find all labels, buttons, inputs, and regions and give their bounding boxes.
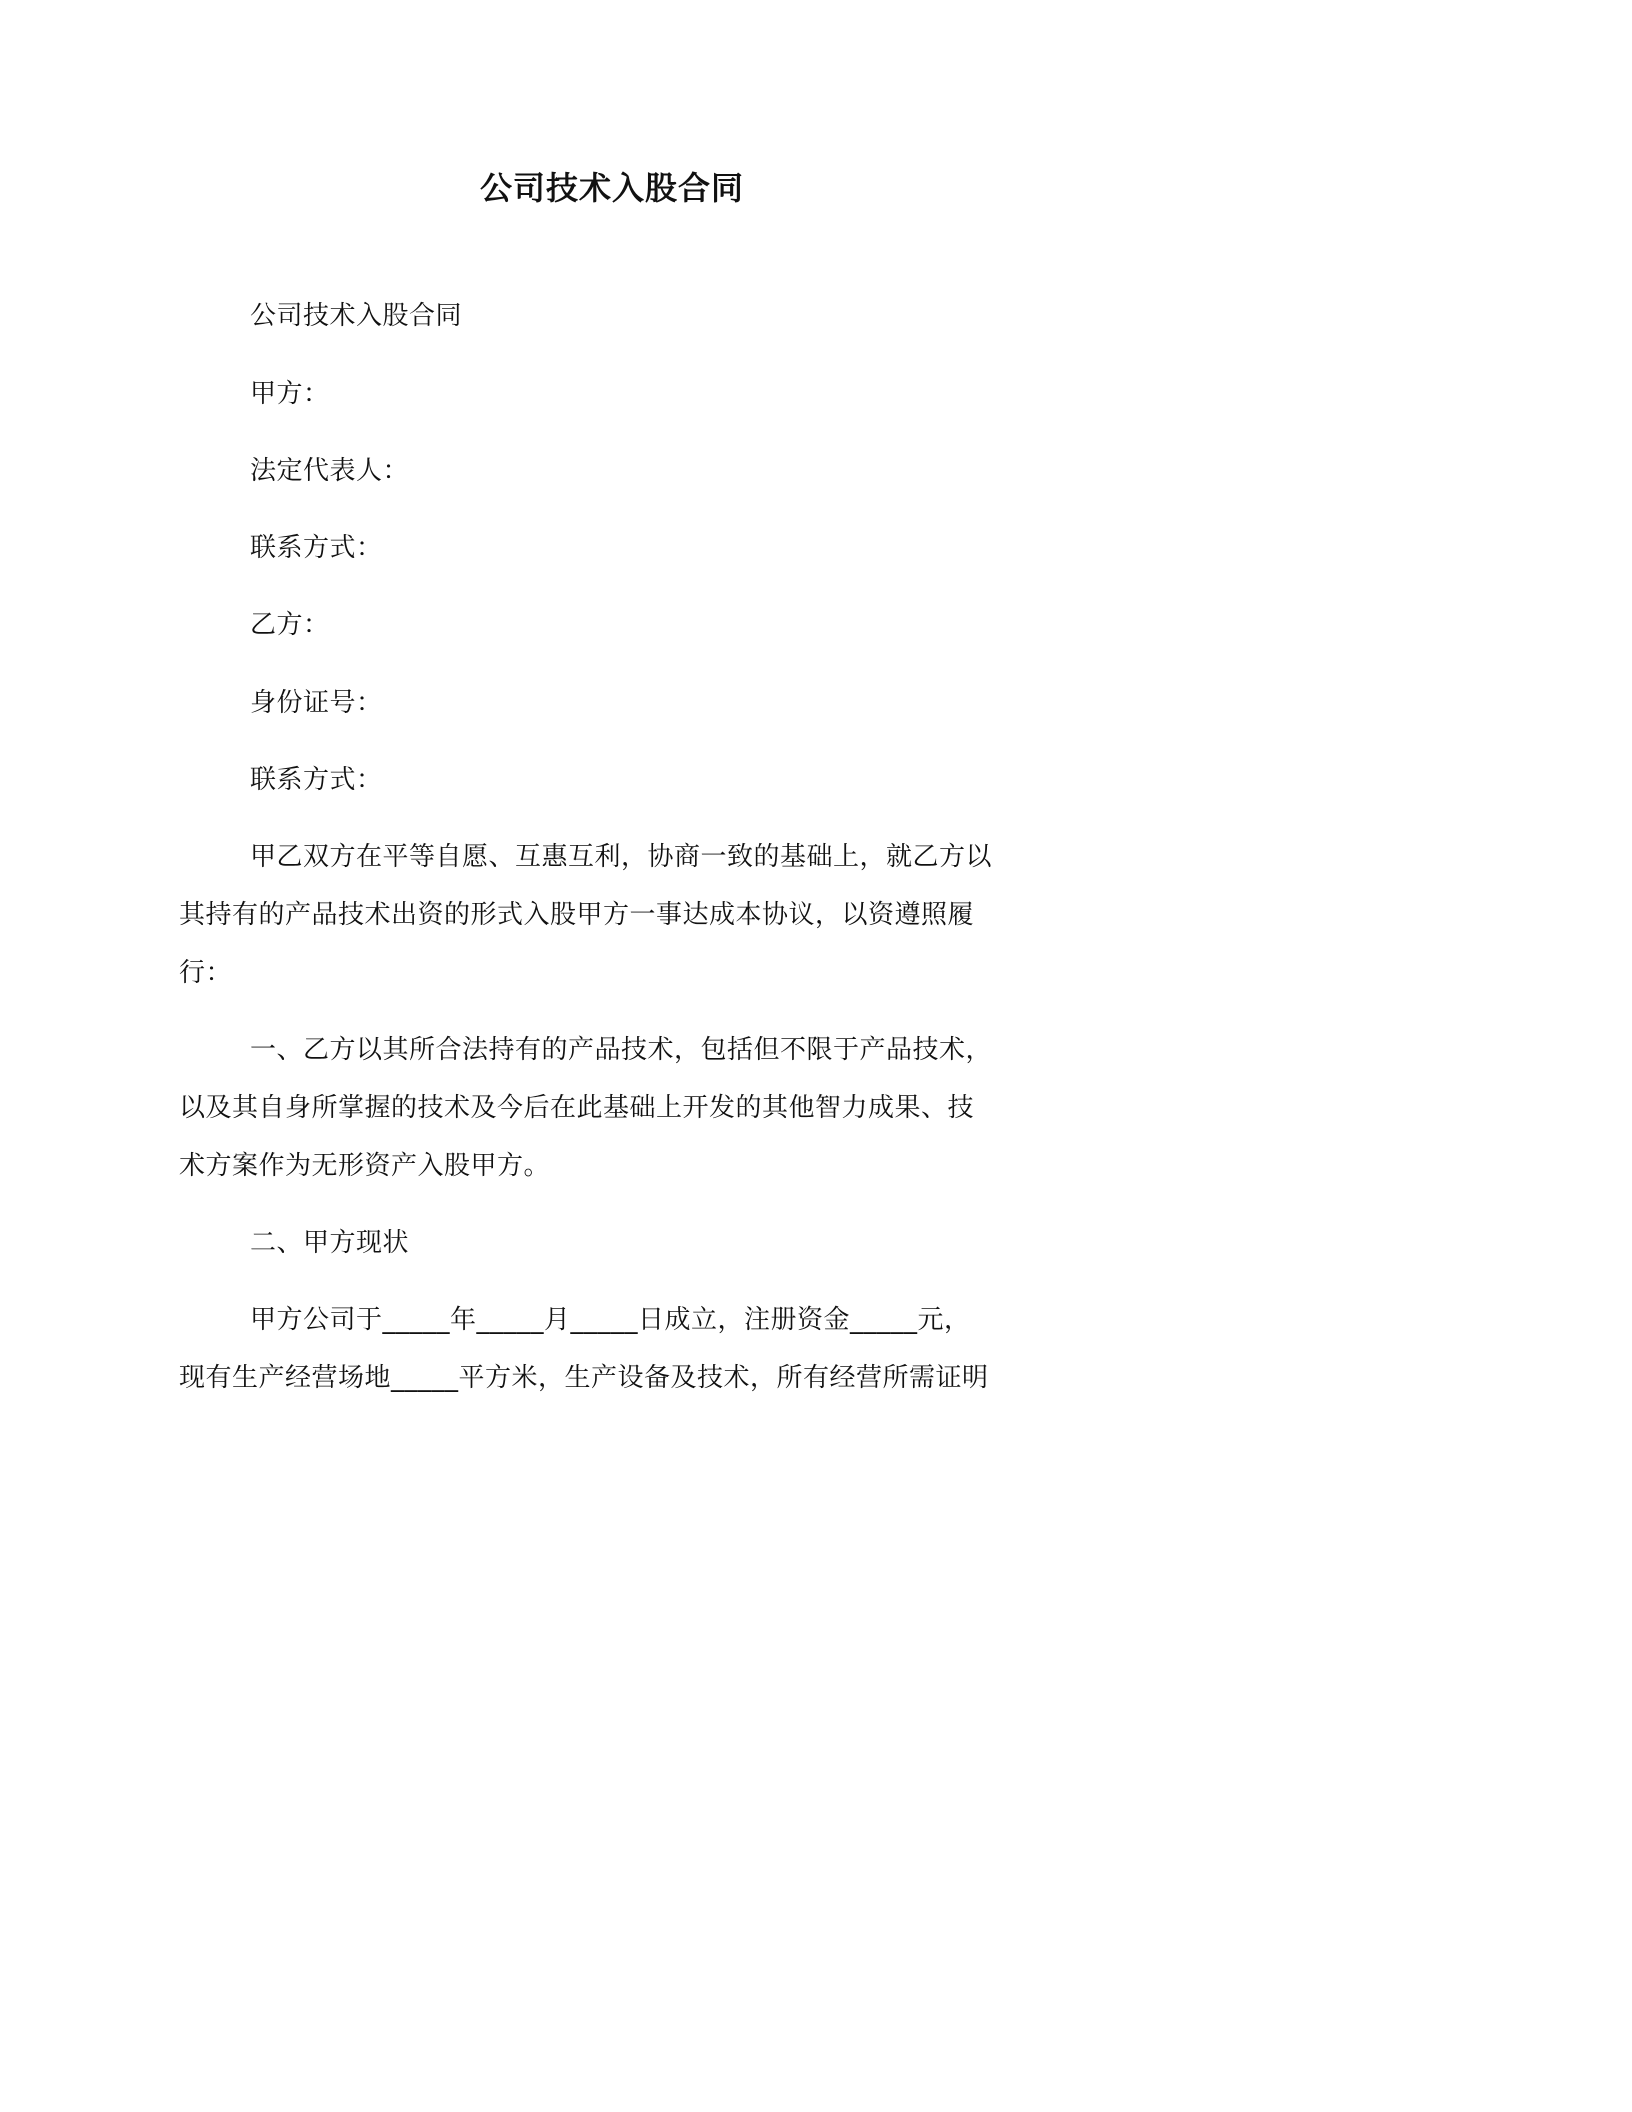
clause-1-line-2: 以及其自身所掌握的技术及今后在此基础上开发的其他智力成果、技 (179, 1093, 975, 1123)
document-title: 公司技术入股合同 (479, 169, 744, 207)
clause-2-line-1: 甲方公司于_____年_____月_____日成立，注册资金_____元， (250, 1305, 971, 1335)
clause-2-line-2: 现有生产经营场地_____平方米，生产设备及技术，所有经营所需证明 (179, 1363, 989, 1393)
preamble-line-1: 甲乙双方在平等自愿、互惠互利，协商一致的基础上，就乙方以 (250, 842, 993, 872)
party-a-label: 甲方： (250, 379, 330, 409)
party-b-label: 乙方： (250, 610, 330, 640)
clause-1-line-3: 术方案作为无形资产入股甲方。 (179, 1151, 551, 1181)
legal-representative-label: 法定代表人： (250, 456, 410, 486)
clause-2-heading: 二、甲方现状 (250, 1228, 410, 1258)
contract-heading: 公司技术入股合同 (250, 301, 463, 331)
clause-1-line-1: 一、乙方以其所合法持有的产品技术，包括但不限于产品技术， (250, 1035, 993, 1065)
preamble-line-2: 其持有的产品技术出资的形式入股甲方一事达成本协议，以资遵照履 (179, 900, 975, 930)
party-b-contact-label: 联系方式： (250, 765, 383, 795)
preamble-line-3: 行： (179, 958, 233, 988)
id-number-label: 身份证号： (250, 688, 383, 718)
party-a-contact-label: 联系方式： (250, 533, 383, 563)
